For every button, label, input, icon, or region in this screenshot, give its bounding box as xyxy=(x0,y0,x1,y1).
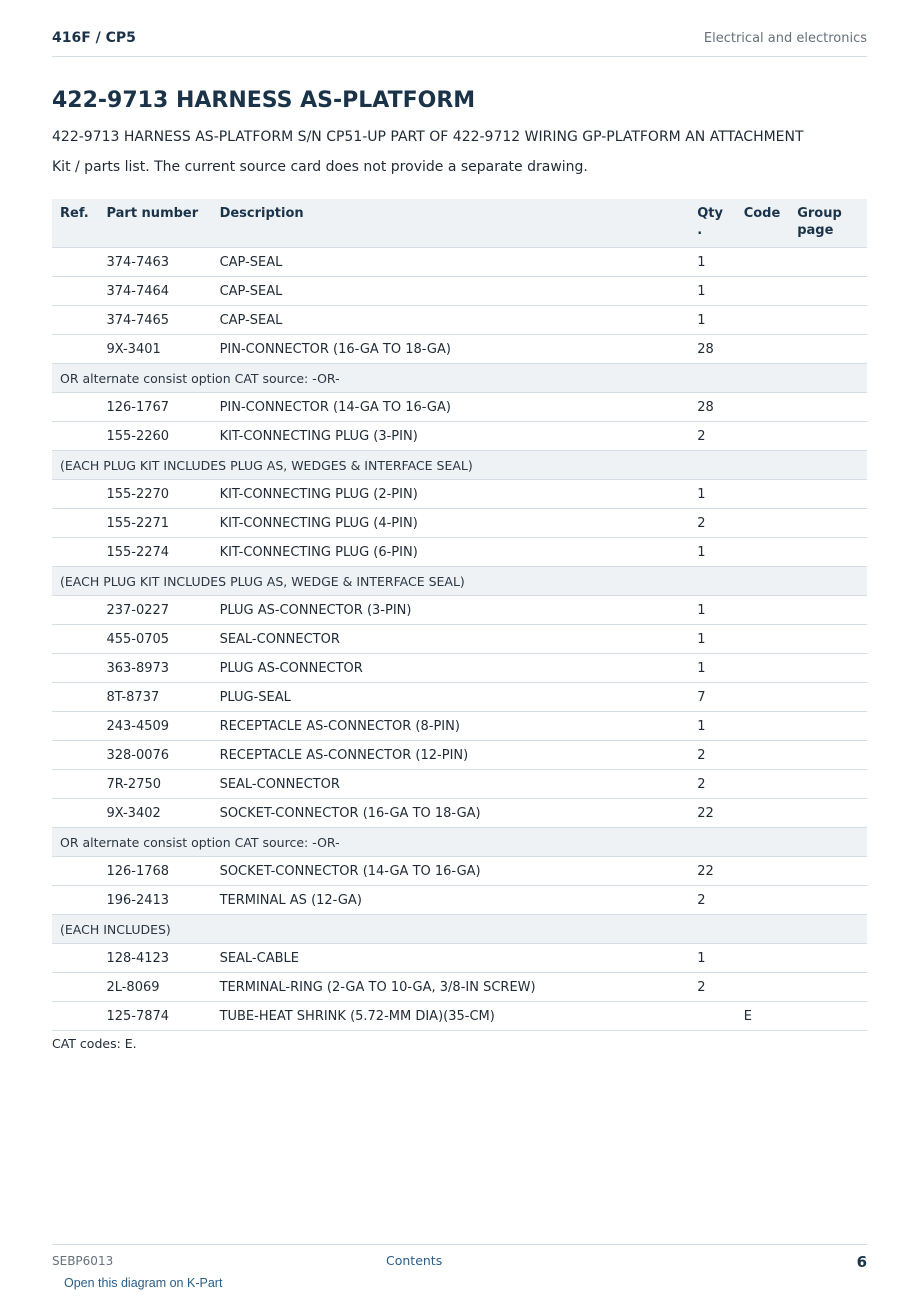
source-note: Kit / parts list. The current source card does not provide a separate drawing. xyxy=(52,159,588,175)
cat-codes-note: CAT codes: E. xyxy=(52,1036,137,1051)
ref-cell xyxy=(52,712,98,741)
ref-cell xyxy=(52,683,98,712)
group-page-cell xyxy=(789,480,867,509)
qty-cell: 1 xyxy=(689,306,735,335)
group-page-cell xyxy=(789,770,867,799)
code-cell xyxy=(736,306,790,335)
qty-cell: 1 xyxy=(689,654,735,683)
ref-cell xyxy=(52,741,98,770)
qty-cell: 1 xyxy=(689,625,735,654)
part-number-cell: 237-0227 xyxy=(98,596,211,625)
qty-cell: 22 xyxy=(689,857,735,886)
group-page-cell xyxy=(789,248,867,277)
part-number-cell: 125-7874 xyxy=(98,1002,211,1031)
ref-cell xyxy=(52,799,98,828)
qty-cell: 1 xyxy=(689,277,735,306)
table-row xyxy=(52,799,867,828)
group-note-cell: (EACH INCLUDES) xyxy=(52,915,867,944)
qty-cell: 1 xyxy=(689,712,735,741)
code-cell xyxy=(736,857,790,886)
ref-cell xyxy=(52,306,98,335)
part-number-cell: 374-7463 xyxy=(98,248,211,277)
description-cell: CAP-SEAL xyxy=(212,277,690,306)
part-number-cell: 9X-3401 xyxy=(98,335,211,364)
ref-cell xyxy=(52,248,98,277)
part-number-cell: 8T-8737 xyxy=(98,683,211,712)
code-cell xyxy=(736,538,790,567)
column-header-qty: Qty . xyxy=(689,199,735,248)
ref-cell xyxy=(52,422,98,451)
description-cell: SEAL-CONNECTOR xyxy=(212,770,690,799)
part-number-cell: 455-0705 xyxy=(98,625,211,654)
contents-link[interactable]: Contents xyxy=(386,1253,443,1268)
ref-cell xyxy=(52,973,98,1002)
table-group-row xyxy=(52,451,867,480)
qty-cell: 2 xyxy=(689,741,735,770)
table-row xyxy=(52,683,867,712)
code-cell: E xyxy=(736,1002,790,1031)
part-number-cell: 126-1768 xyxy=(98,857,211,886)
part-number-cell: 155-2274 xyxy=(98,538,211,567)
group-page-cell xyxy=(789,509,867,538)
ref-cell xyxy=(52,625,98,654)
group-page-cell xyxy=(789,799,867,828)
description-cell: PLUG AS-CONNECTOR xyxy=(212,654,690,683)
ref-cell xyxy=(52,393,98,422)
ref-cell xyxy=(52,509,98,538)
qty-cell: 7 xyxy=(689,683,735,712)
part-number-cell: 155-2271 xyxy=(98,509,211,538)
description-cell: PLUG AS-CONNECTOR (3-PIN) xyxy=(212,596,690,625)
group-note-cell: (EACH PLUG KIT INCLUDES PLUG AS, WEDGE & INTERFACE SEAL) xyxy=(52,567,867,596)
group-page-cell xyxy=(789,596,867,625)
table-row xyxy=(52,277,867,306)
part-number-cell: 196-2413 xyxy=(98,886,211,915)
part-number-cell: 243-4509 xyxy=(98,712,211,741)
group-page-cell xyxy=(789,944,867,973)
group-note-cell: (EACH PLUG KIT INCLUDES PLUG AS, WEDGES & INTERFACE SEAL) xyxy=(52,451,867,480)
description-cell: KIT-CONNECTING PLUG (4-PIN) xyxy=(212,509,690,538)
ref-cell xyxy=(52,335,98,364)
part-number-cell: 126-1767 xyxy=(98,393,211,422)
qty-cell: 2 xyxy=(689,770,735,799)
parts-table xyxy=(52,199,867,1031)
ref-cell xyxy=(52,944,98,973)
column-header-description: Description xyxy=(212,199,690,248)
group-page-cell xyxy=(789,973,867,1002)
table-row xyxy=(52,509,867,538)
group-page-cell xyxy=(789,422,867,451)
group-page-cell xyxy=(789,625,867,654)
description-cell: KIT-CONNECTING PLUG (6-PIN) xyxy=(212,538,690,567)
description-cell: KIT-CONNECTING PLUG (2-PIN) xyxy=(212,480,690,509)
table-row xyxy=(52,625,867,654)
qty-cell: 22 xyxy=(689,799,735,828)
description-cell: PIN-CONNECTOR (16-GA TO 18-GA) xyxy=(212,335,690,364)
page-title: 422-9713 HARNESS AS-PLATFORM xyxy=(52,88,476,113)
table-row xyxy=(52,480,867,509)
group-page-cell xyxy=(789,712,867,741)
part-number-cell: 374-7464 xyxy=(98,277,211,306)
qty-cell: 1 xyxy=(689,596,735,625)
code-cell xyxy=(736,799,790,828)
ref-cell xyxy=(52,654,98,683)
part-number-cell: 2L-8069 xyxy=(98,973,211,1002)
table-row xyxy=(52,306,867,335)
ref-cell xyxy=(52,857,98,886)
table-row xyxy=(52,886,867,915)
description-cell: PLUG-SEAL xyxy=(212,683,690,712)
ref-cell xyxy=(52,277,98,306)
section-name: Electrical and electronics xyxy=(703,31,867,46)
description-cell: RECEPTACLE AS-CONNECTOR (8-PIN) xyxy=(212,712,690,741)
qty-cell: 28 xyxy=(689,393,735,422)
document-id: SEBP6013 xyxy=(52,1254,114,1268)
group-page-cell xyxy=(789,683,867,712)
code-cell xyxy=(736,654,790,683)
parts-table-body xyxy=(52,248,867,1031)
table-header-row xyxy=(52,199,867,248)
qty-cell: 2 xyxy=(689,886,735,915)
table-row xyxy=(52,770,867,799)
code-cell xyxy=(736,886,790,915)
group-page-cell xyxy=(789,886,867,915)
code-cell xyxy=(736,683,790,712)
group-page-cell xyxy=(789,335,867,364)
group-page-cell xyxy=(789,741,867,770)
table-row xyxy=(52,712,867,741)
table-row xyxy=(52,1002,867,1031)
description-cell: KIT-CONNECTING PLUG (3-PIN) xyxy=(212,422,690,451)
description-cell: TERMINAL-RING (2-GA TO 10-GA, 3/8-IN SCREW) xyxy=(212,973,690,1002)
table-row xyxy=(52,857,867,886)
code-cell xyxy=(736,248,790,277)
column-header-part-number: Part number xyxy=(98,199,211,248)
qty-cell: 2 xyxy=(689,422,735,451)
group-page-cell xyxy=(789,306,867,335)
part-number-cell: 155-2270 xyxy=(98,480,211,509)
breadcrumb: 416F / CP5 xyxy=(52,30,136,46)
table-row xyxy=(52,335,867,364)
table-row xyxy=(52,596,867,625)
group-page-cell xyxy=(789,277,867,306)
ref-cell xyxy=(52,770,98,799)
group-page-cell xyxy=(789,393,867,422)
column-header-group-page: Group page xyxy=(789,199,867,248)
code-cell xyxy=(736,741,790,770)
column-header-code: Code xyxy=(736,199,790,248)
description-cell: SEAL-CABLE xyxy=(212,944,690,973)
part-number-cell: 328-0076 xyxy=(98,741,211,770)
group-page-cell xyxy=(789,1002,867,1031)
table-row xyxy=(52,973,867,1002)
qty-cell: 2 xyxy=(689,509,735,538)
page-footer xyxy=(52,1244,867,1275)
qty-cell: 1 xyxy=(689,248,735,277)
description-cell: CAP-SEAL xyxy=(212,306,690,335)
part-number-cell: 374-7465 xyxy=(98,306,211,335)
column-header-ref: Ref. xyxy=(52,199,98,248)
description-cell: SOCKET-CONNECTOR (14-GA TO 16-GA) xyxy=(212,857,690,886)
table-row xyxy=(52,248,867,277)
qty-cell xyxy=(689,1002,735,1031)
description-cell: SEAL-CONNECTOR xyxy=(212,625,690,654)
description-cell: PIN-CONNECTOR (14-GA TO 16-GA) xyxy=(212,393,690,422)
code-cell xyxy=(736,277,790,306)
table-row xyxy=(52,538,867,567)
part-number-cell: 7R-2750 xyxy=(98,770,211,799)
code-cell xyxy=(736,393,790,422)
qty-cell: 1 xyxy=(689,944,735,973)
ref-cell xyxy=(52,1002,98,1031)
group-page-cell xyxy=(789,654,867,683)
code-cell xyxy=(736,944,790,973)
description-cell: RECEPTACLE AS-CONNECTOR (12-PIN) xyxy=(212,741,690,770)
code-cell xyxy=(736,509,790,538)
part-number-cell: 128-4123 xyxy=(98,944,211,973)
table-group-row xyxy=(52,915,867,944)
description-cell: TUBE-HEAT SHRINK (5.72-MM DIA)(35-CM) xyxy=(212,1002,690,1031)
code-cell xyxy=(736,712,790,741)
ref-cell xyxy=(52,480,98,509)
part-number-cell: 363-8973 xyxy=(98,654,211,683)
code-cell xyxy=(736,625,790,654)
table-group-row xyxy=(52,828,867,857)
open-k-part-link[interactable]: Open this diagram on K-Part xyxy=(64,1276,223,1290)
part-number-cell: 9X-3402 xyxy=(98,799,211,828)
ref-cell xyxy=(52,886,98,915)
table-row xyxy=(52,741,867,770)
ref-cell xyxy=(52,596,98,625)
code-cell xyxy=(736,973,790,1002)
table-row xyxy=(52,654,867,683)
code-cell xyxy=(736,422,790,451)
table-group-row xyxy=(52,364,867,393)
ref-cell xyxy=(52,538,98,567)
code-cell xyxy=(736,596,790,625)
description-cell: TERMINAL AS (12-GA) xyxy=(212,886,690,915)
code-cell xyxy=(736,480,790,509)
part-number-cell: 155-2260 xyxy=(98,422,211,451)
qty-cell: 1 xyxy=(689,480,735,509)
group-note-cell: OR alternate consist option CAT source: -OR- xyxy=(52,828,867,857)
page-header xyxy=(52,28,867,57)
group-page-cell xyxy=(789,857,867,886)
description-cell: CAP-SEAL xyxy=(212,248,690,277)
qty-cell: 2 xyxy=(689,973,735,1002)
table-row xyxy=(52,393,867,422)
description-cell: SOCKET-CONNECTOR (16-GA TO 18-GA) xyxy=(212,799,690,828)
table-row xyxy=(52,944,867,973)
group-note-cell: OR alternate consist option CAT source: -OR- xyxy=(52,364,867,393)
qty-cell: 28 xyxy=(689,335,735,364)
table-group-row xyxy=(52,567,867,596)
table-row xyxy=(52,422,867,451)
page-number: 6 xyxy=(856,1253,867,1271)
code-cell xyxy=(736,335,790,364)
page-subtitle: 422-9713 HARNESS AS-PLATFORM S/N CP51-UP PART OF 422-9712 WIRING GP-PLATFORM AN ATTACHMENT xyxy=(52,129,804,145)
group-page-cell xyxy=(789,538,867,567)
qty-cell: 1 xyxy=(689,538,735,567)
code-cell xyxy=(736,770,790,799)
